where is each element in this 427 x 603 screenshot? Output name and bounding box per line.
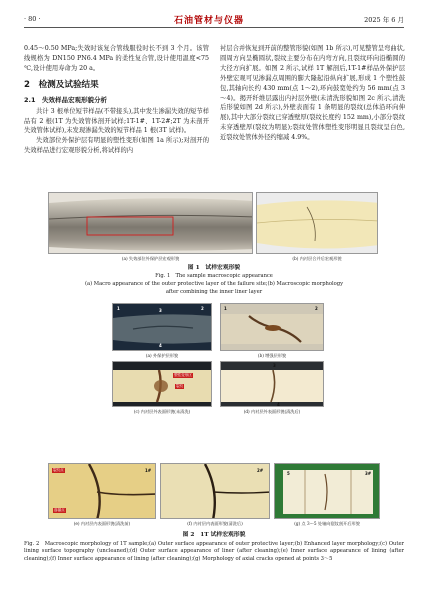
section-heading: 2 检测及试验结果: [24, 79, 99, 90]
journal-title: 石油管材与仪器: [174, 16, 245, 26]
figure2g-photo: [274, 463, 380, 519]
subsection-heading: 2.1 失效样品宏观形貌分析: [24, 95, 108, 104]
marker-3: 3: [159, 308, 162, 313]
figure2b-photo: [220, 303, 324, 351]
marker-5: 5: [287, 471, 290, 476]
crack-origin-label: 裂纹点: [53, 468, 64, 472]
figure2d-photo: [220, 361, 324, 407]
left-column: [24, 44, 209, 156]
marker-4: 4: [277, 402, 280, 407]
marker-2: 2: [201, 306, 204, 311]
page-number: · 80 ·: [24, 15, 41, 23]
figure2-title: 图 2 1T 试样宏观形貌: [182, 532, 246, 538]
right-column: [220, 44, 405, 143]
figure1-title-en: Fig. 1 The sample macroscopic appearance: [155, 273, 273, 279]
plastic-zone-label: 塑性变形区: [174, 373, 192, 377]
figure2e-photo: [48, 463, 156, 519]
figure2f-photo: [160, 463, 270, 519]
figure1a-caption: (a) 失效部位外保护层宏观形貌: [121, 256, 180, 261]
figure2b-caption: (b) 增强层形貌: [257, 353, 287, 358]
figure1a-photo: [48, 192, 253, 254]
body-paragraph: 共计 3 根单位短节样品(不带接头),其中发生渗漏失效的短节样品有 2 根(1T 为失效管体剖开试样;1T-1#、1T-2#;2T 为未剖开失效管体试样),未发现渗漏失效的短节样品 1 根(3T 试样)。: [24, 107, 209, 135]
leak-point-label: 渗漏点: [54, 508, 65, 512]
figure2g-caption: (g) 点 3～5 处轴向裂纹剖开后形貌: [294, 521, 360, 526]
intro-paragraph: 0.45～0.50 MPa;失效时该复合管线服役时长不到 3 个月。该管线规格为 DN150 PN6.4 MPa 的柔性复合管,设计使用温度<75 ℃,设计使用寿命为 20 a。: [24, 45, 209, 72]
figure2c-photo: [112, 361, 212, 407]
marker-3-hash: 3#: [365, 471, 372, 476]
marker-1-hash: 1#: [145, 468, 152, 473]
body-paragraph: 失效部位外保护层有明显的塑性变形(如图 1a 所示);对剖开的失效样品进行宏观形貌分析,将试样的内: [24, 137, 209, 155]
body-paragraph: 衬层合并恢复到开前的整管形貌(如图 1b 所示),可见整管呈弯曲状,圆周方向呈椭圆状,裂纹主要分布在内弯方向,且裂纹环向沿椭圆的大径方向扩展。如图 2 所示,试样 1T 解剖后,1T-1#样品外保护层外壁宏观可见渗漏点周围的膨大隆起沿纵向扩展,形成 1 个塑性鼓包,其轴向长约 430 mm(点 1～2),环向鼓宽处约为 56 mm(点 3～4)。揭开纤维层露出内衬层外壁(未清洗形貌如图 2c 所示,清洗后形貌如图 2d 所示),外壁表面有 1 条明显的裂纹(总体沿环向伸展),其中大部分裂纹已穿透壁厚(裂纹长度约 152 mm),小部分裂纹未穿透壁厚(裂纹为明显);裂纹处管体塑性变形明显且裂纹呈白色,近裂纹处管体外径约缩减 4.9%。: [220, 45, 405, 142]
marker-2-hash: 2#: [257, 468, 264, 473]
issue-date: 2025 年 6 月: [364, 16, 404, 24]
marker-4: 4: [159, 343, 162, 348]
figure2c-caption: (c) 内衬层外表面形貌(未清洗): [133, 409, 191, 414]
marker-1: 1: [224, 306, 227, 311]
figure1-subcaption-en: (a) Macro appearance of the outer protective layer of the failure site;(b) Macroscopic morphology: [84, 281, 344, 287]
marker-1: 1: [117, 306, 120, 311]
page-header: [24, 14, 404, 28]
figure1-title: 图 1 试样宏观形貌: [187, 265, 241, 271]
figure1b-photo: [256, 192, 378, 254]
figure1b-caption: (b) 内衬层合并后宏观形貌: [292, 256, 342, 261]
figure2a-photo: [112, 303, 212, 351]
figure1-subcaption-en: after combining the inner liner layer: [165, 289, 263, 295]
figure2f-caption: (f) 内衬层内表面形貌(清洗后): [187, 521, 243, 526]
crack-label: 裂纹: [176, 384, 184, 388]
marker-2: 2: [315, 306, 318, 311]
figure2e-caption: (e) 内衬层内表面形貌(清洗前): [73, 521, 131, 526]
figure2a-caption: (a) 外保护层形貌: [145, 353, 179, 358]
figure2-title-en: Fig. 2 Macroscopic morphology of 1T sample;(a) Outer surface appearance of outer protective layer;(b) Enhanced layer morphology;(c) Outer lining surface topography (uncleaned);(d) Outer surface appearance of liner (after cleaning);(e) Inner surface appearance of lining (after cleaning);(f) Inner surface appearance of lining (after cleaning);(g) Morphology of axial cracks opened at points 3～5: [24, 541, 404, 562]
figure2d-caption: (d) 内衬层外表面形貌(清洗后): [243, 409, 301, 414]
marker-3: 3: [273, 363, 276, 368]
